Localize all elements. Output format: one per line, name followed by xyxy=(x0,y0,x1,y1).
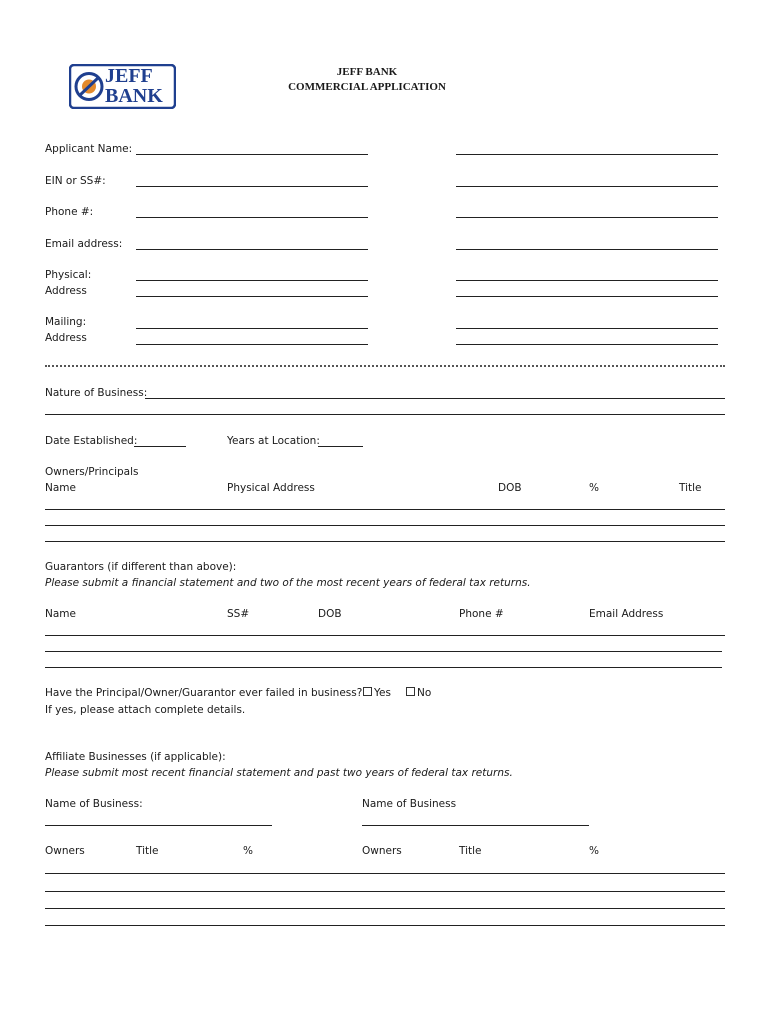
affiliate-owners-right: Owners xyxy=(362,845,402,857)
failure-note: If yes, please attach complete details. xyxy=(45,704,246,716)
phone-label: Phone #: xyxy=(45,206,94,218)
owners-col-percent: % xyxy=(589,482,599,494)
applicant-name-line-right[interactable] xyxy=(456,154,718,155)
date-established-label: Date Established: xyxy=(45,435,138,447)
phone-line-right[interactable] xyxy=(456,217,718,218)
owner-row-line-3[interactable] xyxy=(45,541,725,542)
years-at-location-label: Years at Location: xyxy=(227,435,320,447)
affiliate-row-line-1[interactable] xyxy=(45,873,725,874)
physical-label: Physical: xyxy=(45,269,92,281)
mailing-address-line-1[interactable] xyxy=(136,328,368,329)
affiliate-row-line-2[interactable] xyxy=(45,891,725,892)
mailing-address-label: Address xyxy=(45,332,87,344)
affiliate-percent-right: % xyxy=(589,845,599,857)
mailing-label: Mailing: xyxy=(45,316,87,328)
owners-col-address: Physical Address xyxy=(227,482,315,494)
years-at-location-line[interactable] xyxy=(318,446,363,447)
owners-col-dob: DOB xyxy=(498,482,522,494)
email-line[interactable] xyxy=(136,249,368,250)
owners-col-title: Title xyxy=(679,482,702,494)
ein-line[interactable] xyxy=(136,186,368,187)
owners-col-name: Name xyxy=(45,482,76,494)
affiliate-owners-left: Owners xyxy=(45,845,85,857)
affiliates-heading: Affiliate Businesses (if applicable): xyxy=(45,751,226,763)
mailing-address-line-2[interactable] xyxy=(136,344,368,345)
logo-text-jeff: JEFF xyxy=(105,65,153,87)
affiliate-row-line-3[interactable] xyxy=(45,908,725,909)
affiliate-percent-left: % xyxy=(243,845,253,857)
email-label: Email address: xyxy=(45,238,123,250)
phone-line[interactable] xyxy=(136,217,368,218)
yes-checkbox[interactable] xyxy=(363,687,372,696)
guarantors-col-email: Email Address xyxy=(589,608,664,620)
owners-heading: Owners/Principals xyxy=(45,466,139,478)
logo-text-bank: BANK xyxy=(105,85,163,107)
guarantors-heading: Guarantors (if different than above): xyxy=(45,561,237,573)
ein-line-right[interactable] xyxy=(456,186,718,187)
affiliate-title-left: Title xyxy=(136,845,159,857)
jeff-bank-logo xyxy=(69,64,176,109)
document-title: JEFF BANK xyxy=(336,66,398,78)
applicant-name-label: Applicant Name: xyxy=(45,143,133,155)
affiliate-row-line-4[interactable] xyxy=(45,925,725,926)
date-established-line[interactable] xyxy=(134,446,186,447)
physical-address-line-1[interactable] xyxy=(136,280,368,281)
mailing-address-line-1-right[interactable] xyxy=(456,328,718,329)
nature-of-business-line-2[interactable] xyxy=(45,414,725,415)
ein-label: EIN or SS#: xyxy=(45,175,106,187)
affiliates-instruction: Please submit most recent financial statement and past two years of federal tax returns. xyxy=(45,767,513,779)
guarantors-instruction: Please submit a financial statement and two of the most recent years of federal tax returns. xyxy=(45,577,531,589)
no-checkbox[interactable] xyxy=(406,687,415,696)
failure-yes-option[interactable] xyxy=(363,687,391,699)
affiliate-name-label-left: Name of Business: xyxy=(45,798,143,810)
no-label: No xyxy=(417,687,432,699)
guarantors-col-dob: DOB xyxy=(318,608,342,620)
guarantor-row-line-3[interactable] xyxy=(45,667,722,668)
affiliate-name-line-right[interactable] xyxy=(362,825,589,826)
affiliate-name-label-right: Name of Business xyxy=(362,798,457,810)
email-line-right[interactable] xyxy=(456,249,718,250)
business-failure-question: Have the Principal/Owner/Guarantor ever failed in business? xyxy=(45,687,363,699)
nature-of-business-line[interactable] xyxy=(145,398,725,399)
guarantors-col-ss: SS# xyxy=(227,608,250,620)
failure-no-option[interactable] xyxy=(406,687,431,699)
applicant-name-line[interactable] xyxy=(136,154,368,155)
document-subtitle: COMMERCIAL APPLICATION xyxy=(288,81,446,93)
guarantors-col-phone: Phone # xyxy=(459,608,504,620)
physical-address-label: Address xyxy=(45,285,87,297)
physical-address-line-2[interactable] xyxy=(136,296,368,297)
affiliate-title-right: Title xyxy=(459,845,482,857)
mailing-address-line-2-right[interactable] xyxy=(456,344,718,345)
guarantor-row-line-2[interactable] xyxy=(45,651,722,652)
owner-row-line-1[interactable] xyxy=(45,509,725,510)
guarantors-col-name: Name xyxy=(45,608,76,620)
owner-row-line-2[interactable] xyxy=(45,525,725,526)
yes-label: Yes xyxy=(374,687,391,699)
nature-of-business-label: Nature of Business: xyxy=(45,387,148,399)
affiliate-name-line-left[interactable] xyxy=(45,825,272,826)
physical-address-line-2-right[interactable] xyxy=(456,296,718,297)
section-divider xyxy=(45,365,725,367)
physical-address-line-1-right[interactable] xyxy=(456,280,718,281)
guarantor-row-line-1[interactable] xyxy=(45,635,725,636)
